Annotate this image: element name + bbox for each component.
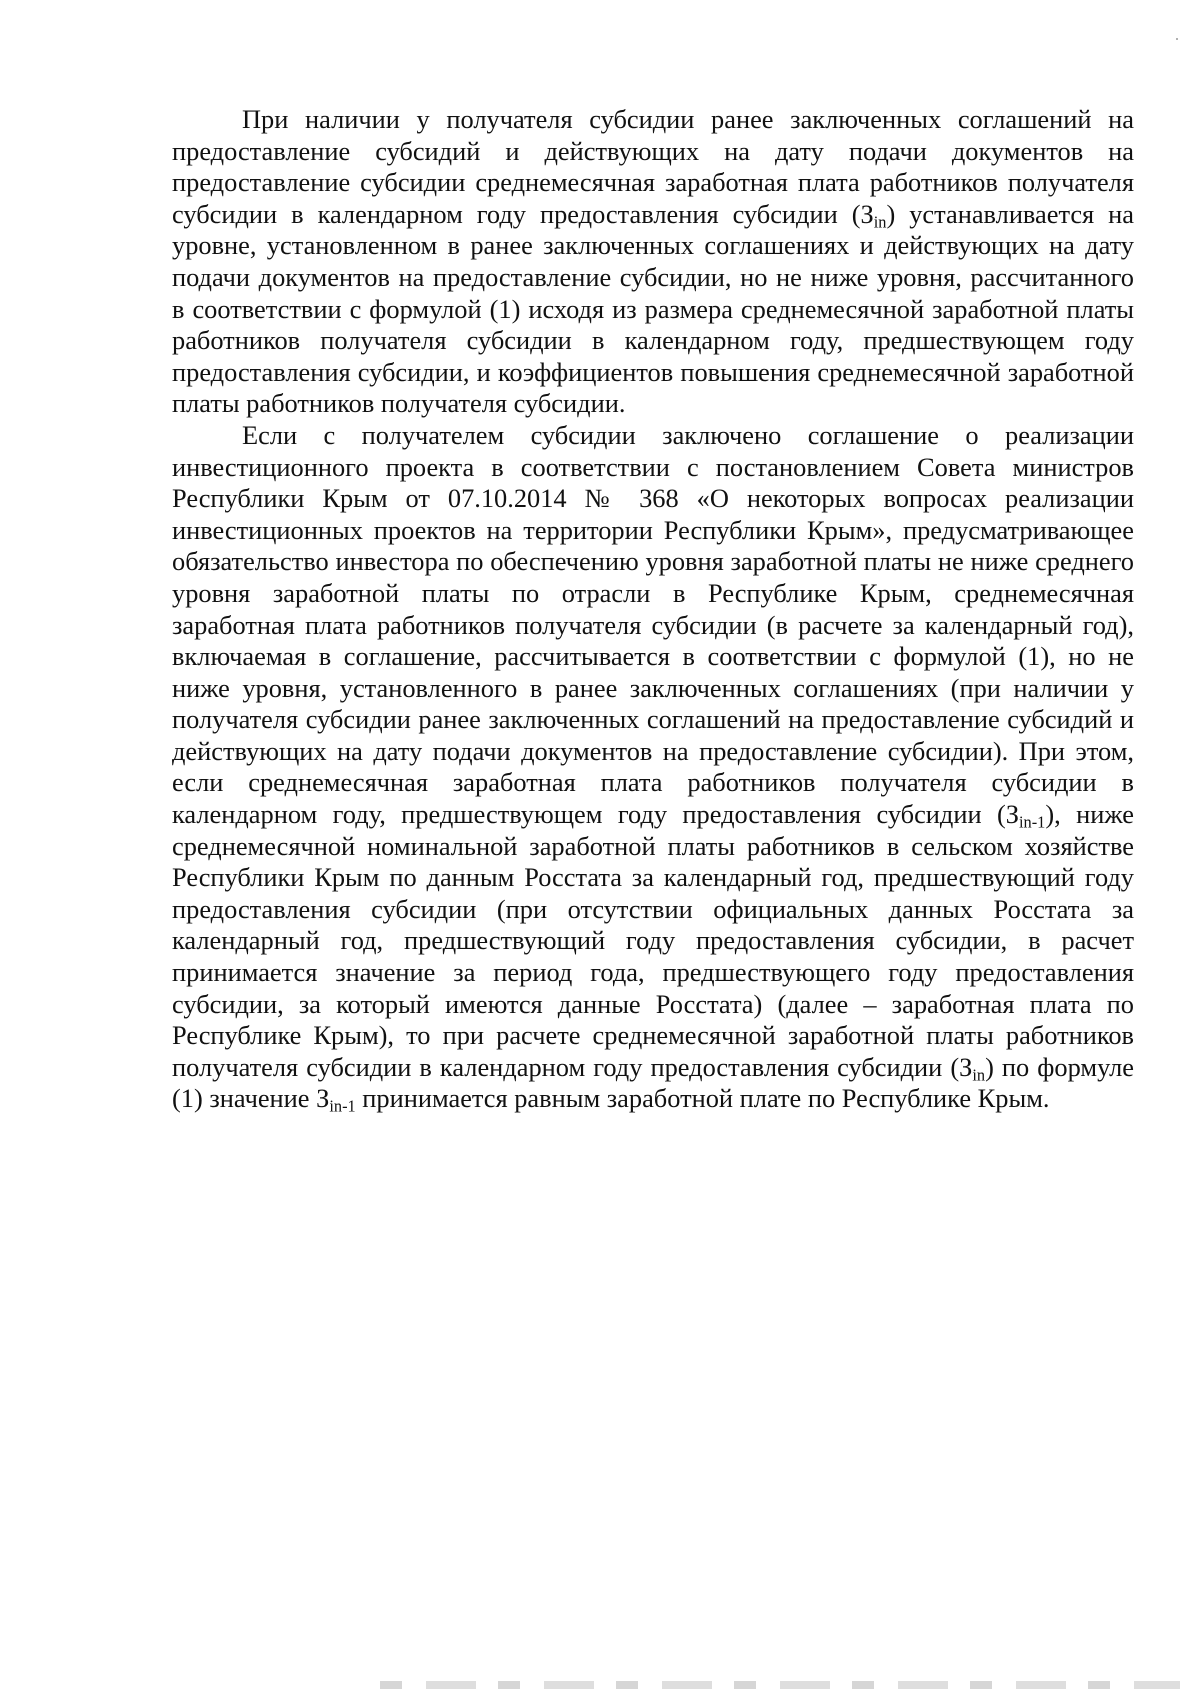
subscript-in: in xyxy=(972,1065,986,1085)
subscript-in-1: in-1 xyxy=(1019,812,1046,832)
paragraph-2-text-c: ) по формуле (1) значение З xyxy=(172,1051,1134,1114)
document-body xyxy=(172,104,1134,1115)
subscript-in-1: in-1 xyxy=(329,1096,356,1116)
paragraph-2-text-a: Если с получателем субсидии заключено соглашение о реализации инвестиционного проекта в соответствии с постановлением Совета министров Республики Крым от 07.10.2014 № 368 «О некоторых вопросах реализации инвестиционных проектов на территории Республики Крым», предусматривающее обязательство инвестора по обеспечению уровня заработной платы не ниже среднего уровня заработной платы по отрасли в Республике Крым, среднемесячная заработная плата работников получателя субсидии (в расчете за календарный год), включаемая в соглашение, рассчитывается в соответствии с формулой (1), но не ниже уровня, установленного в ранее заключенных соглашениях (при наличии у получателя субсидии ранее заключенных соглашений на предоставление субсидий и действующих на дату подачи документов на предоставление субсидии). При этом, если среднемесячная заработная плата работников получателя субсидии в календарном году, предшествующем году предоставления субсидии (З xyxy=(172,419,1134,830)
paragraph-1-text-b: ) устанавливается на уровне, установленном в ранее заключенных соглашениях и действующих на дату подачи документов на предоставление субсидии, но не ниже уровня, рассчитанного в соответствии с формулой (1) исходя из размера среднемесячной заработной платы работников получателя субсидии в календарном году, предшествующем году предоставления субсидии, и коэффициентов повышения среднемесячной заработной платы работников получателя субсидии. xyxy=(172,198,1134,419)
paragraph-1-text-a: При наличии у получателя субсидии ранее заключенных соглашений на предоставление субсидий и действующих на дату подачи документов на предоставление субсидии среднемесячная заработная плата работников получателя субсидии в календарном году предоставления субсидии (З xyxy=(172,104,1134,229)
paragraph-2 xyxy=(172,420,1134,1115)
scan-dot xyxy=(1176,38,1178,40)
paragraph-2-text-b: ), ниже среднемесячной номинальной заработной платы работников в сельском хозяйстве Республики Крым по данным Росстата за календарный год, предшествующий году предоставления субсидии (при отсутствии официальных данных Росстата за календарный год, предшествующий году предоставления субсидии, в расчет принимается значение за период года, предшествующего году предоставления субсидии, за который имеются данные Росстата) (далее – заработная плата по Республике Крым), то при расчете среднемесячной заработной платы работников получателя субсидии в календарном году предоставления субсидии (З xyxy=(172,799,1134,1082)
paragraph-1 xyxy=(172,104,1134,420)
paragraph-2-text-d: принимается равным заработной плате по Республике Крым. xyxy=(355,1083,1050,1114)
subscript-in: in xyxy=(873,212,887,232)
scan-artifact-line xyxy=(380,1681,1180,1689)
